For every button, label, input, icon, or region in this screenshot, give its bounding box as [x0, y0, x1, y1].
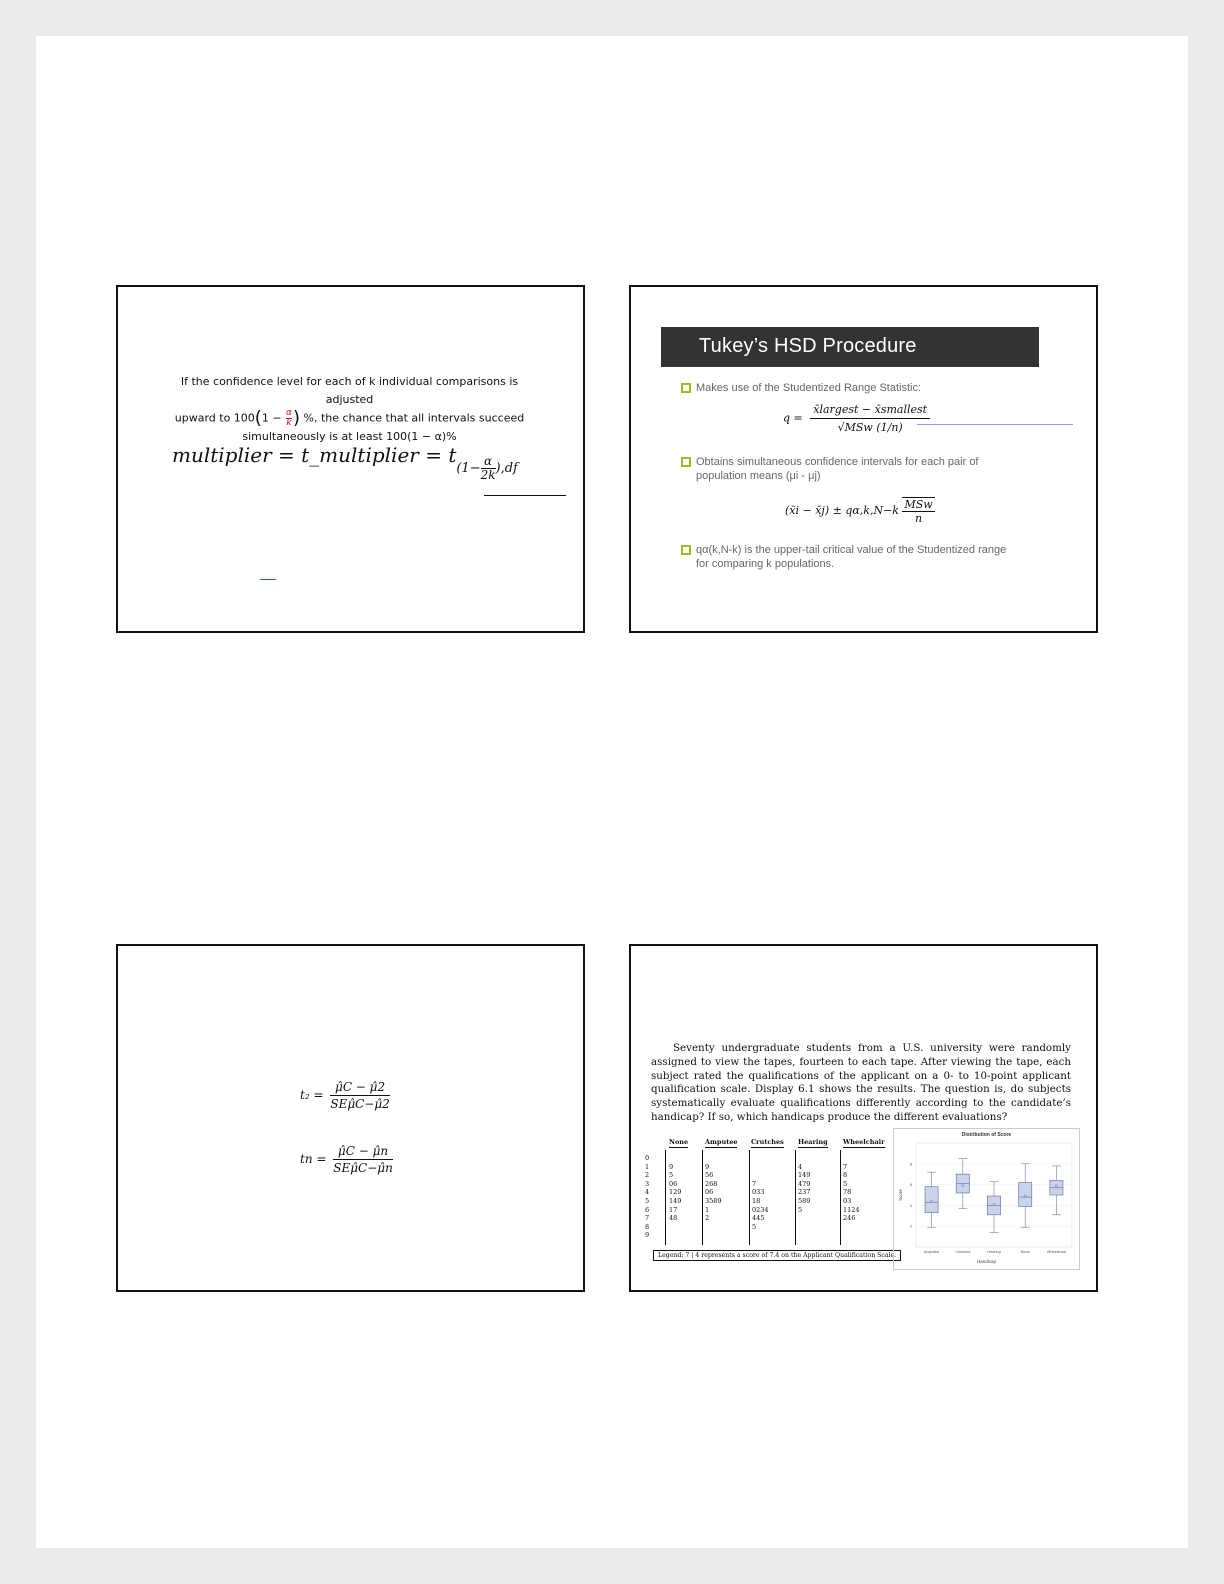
alpha-numerator: α [286, 408, 292, 418]
stem-divider [749, 1150, 750, 1245]
bullet-2-line-1: Obtains simultaneous confidence intervals for each pair of [696, 456, 979, 468]
leaves-crutches: 7 033 18 0234 445 5 [752, 1179, 769, 1231]
text-line-3: simultaneously is at least 100(1 − α)% [242, 430, 457, 443]
equation-sub-post: ),df [495, 461, 518, 476]
bullet-2-line-2: population means (μi - μj) [696, 470, 821, 482]
header-crutches: Crutches [751, 1138, 784, 1146]
equation-sub-pre: (1− [456, 461, 481, 476]
slide-handicap-study [629, 944, 1098, 1292]
y-tick-label: 6 [909, 1182, 912, 1188]
header-wheelchair: Wheelchair [843, 1138, 885, 1146]
stem-divider [840, 1150, 841, 1245]
x-tick-label: Crutches [955, 1250, 971, 1254]
stem-divider [795, 1150, 796, 1245]
multiplier-equation [172, 443, 518, 482]
bullet-2 [681, 455, 1041, 483]
leaves-amputee: 9 56 268 06 3589 1 2 [705, 1162, 722, 1223]
ci-numerator: MSw [904, 498, 933, 511]
bonferroni-text [158, 373, 541, 446]
bullet-1 [681, 381, 1041, 395]
leaves-hearing: 4 149 479 237 589 5 [798, 1162, 811, 1214]
sub-denominator: 2k [480, 468, 496, 482]
text-one-minus: 1 − [261, 411, 282, 425]
leaves-wheelchair: 7 8 5 78 03 1124 246 [843, 1162, 860, 1223]
text-line-2 [158, 409, 541, 428]
study-paragraph: Seventy undergraduate students from a U.S. university were randomly assigned to view the tapes, fourteen to each tape. After viewing the tape, each subject rated the qualifications of the applicant on a 0- to 10-point applicant qualification scale. Display 6.1 shows the results. The question is, do subjects systematically evaluate qualifications differently according to the candidate’s handicap? If so, which handicaps produce the different evaluations? [651, 1042, 1071, 1123]
stems-column: 0 1 2 3 4 5 6 7 8 9 [645, 1154, 650, 1240]
q-formula [783, 403, 930, 434]
bullet-1-text: Makes use of the Studentized Range Statistic: [696, 382, 922, 394]
bullet-square-icon [681, 457, 691, 467]
open-paren: ( [254, 407, 262, 429]
link-underline[interactable] [260, 579, 276, 580]
title-banner [661, 327, 1039, 367]
alpha-over-k-fraction [286, 409, 292, 428]
text-line-1: If the confidence level for each of k individual comparisons is adjusted [180, 375, 519, 406]
header-hearing: Hearing [798, 1138, 828, 1146]
t2-fraction [330, 1080, 389, 1111]
q-lhs: q = [783, 411, 803, 425]
y-tick-label: 2 [909, 1223, 912, 1229]
k-denominator: k [286, 418, 292, 428]
box-amputee [925, 1187, 938, 1213]
slide-t-statistics [116, 944, 585, 1292]
q-fraction [810, 403, 930, 434]
bullet-square-icon [681, 545, 691, 555]
bullet-3 [681, 543, 1041, 571]
document-page [36, 36, 1188, 1548]
x-tick-label: Wheelchair [1046, 1250, 1066, 1254]
chart-title: Distribution of Score [961, 1132, 1012, 1138]
close-paren: ) [292, 407, 301, 429]
t2-numerator: μ̂C − μ̂2 [330, 1080, 389, 1096]
equation-main: multiplier = t_multiplier = t [172, 443, 457, 467]
header-none: None [669, 1138, 689, 1146]
alpha-over-2k [481, 455, 496, 482]
tn-fraction [333, 1144, 393, 1175]
q-denominator: √MSw (1/n) [837, 421, 903, 434]
bullet-3-line-2: for comparing k populations. [696, 558, 835, 570]
slide-tukey [629, 285, 1098, 633]
t2-equation [300, 1080, 390, 1111]
stem-divider [702, 1150, 703, 1245]
bullet-square-icon [681, 383, 691, 393]
text-line-2-post: %, the chance that all intervals succeed [303, 411, 525, 425]
leaves-none: 9 5 06 129 149 17 48 [669, 1162, 682, 1223]
divider-line [484, 495, 566, 496]
ci-denominator: n [915, 512, 923, 525]
text-line-2-pre: upward to 100 [174, 411, 255, 425]
y-tick-label: 4 [909, 1202, 912, 1208]
box-none [1019, 1183, 1032, 1207]
x-tick-label: Amputee [923, 1250, 940, 1254]
sub-numerator: α [481, 455, 496, 469]
t2-lhs: t₂ = [300, 1088, 324, 1102]
y-tick-label: 8 [909, 1161, 912, 1167]
boxplot-chart [893, 1128, 1080, 1270]
ci-formula [785, 497, 935, 525]
ci-sqrt-fraction [902, 497, 934, 525]
tn-lhs: tn = [300, 1152, 327, 1166]
q-numerator: x̄largest − x̄smallest [810, 403, 930, 419]
slide-title: Tukey’s HSD Procedure [699, 335, 917, 357]
x-tick-label: None [1020, 1250, 1030, 1254]
tn-numerator: μ̂C − μ̂n [333, 1144, 393, 1160]
chart-xlabel: Handicap [976, 1259, 996, 1264]
blue-rule [917, 424, 1073, 425]
tn-equation [300, 1144, 393, 1175]
t2-denominator: SEμ̂C−μ̂2 [330, 1097, 390, 1111]
boxplot-svg [894, 1129, 1079, 1269]
tn-denominator: SEμ̂C−μ̂n [333, 1161, 393, 1175]
ci-lhs: (x̄i − x̄j) ± qα,k,N−k [785, 504, 899, 517]
x-tick-label: Hearing [987, 1250, 1001, 1254]
equation-subscript [456, 454, 518, 482]
header-amputee: Amputee [705, 1138, 738, 1146]
bullet-3-line-1: qα(k,N-k) is the upper-tail critical value of the Studentized range [696, 544, 1007, 556]
slide-bonferroni [116, 285, 585, 633]
y-axis-label: Score [898, 1189, 903, 1201]
stem-divider [665, 1150, 666, 1245]
stem-leaf-legend: Legend: 7 | 4 represents a score of 7.4 on the Applicant Qualification Scale. [653, 1250, 901, 1261]
